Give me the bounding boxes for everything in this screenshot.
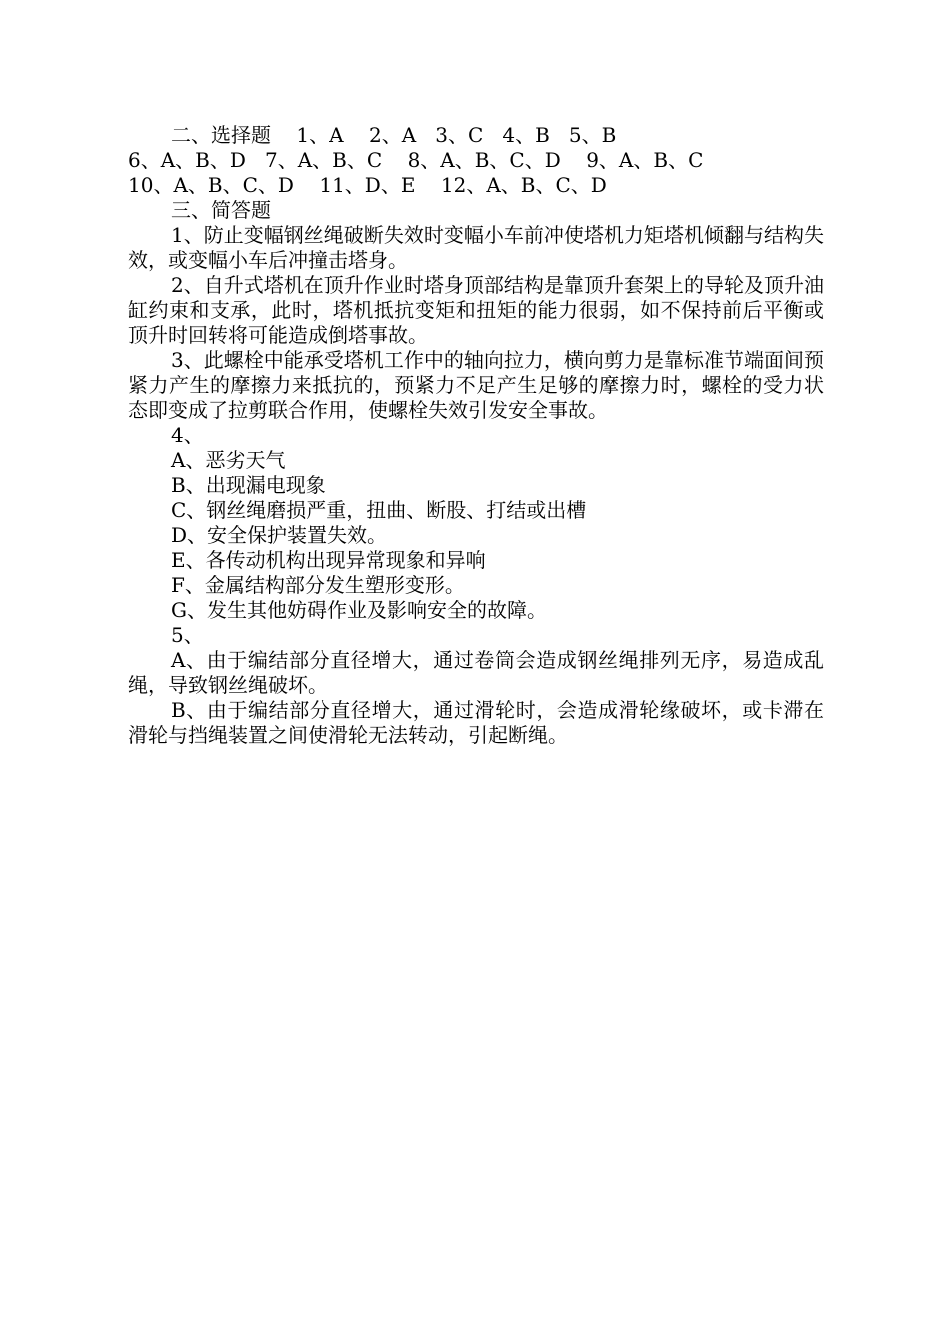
answer-paragraph: 3、此螺栓中能承受塔机工作中的轴向拉力，横向剪力是靠标准节端面间预紧力产生的摩擦力来抵抗的，预紧力不足产生足够的摩擦力时，螺栓的受力状态即变成了拉剪联合作用，使螺栓失效引发安全事故。 [128,348,824,422]
answer-paragraph: A、由于编结部分直径增大，通过卷筒会造成钢丝绳排列无序，易造成乱绳，导致钢丝绳破坏。 [128,648,824,697]
list-item: C、钢丝绳磨损严重，扭曲、断股、打结或出槽 [171,498,587,522]
choice-answers-line: 10、A、B、C、D 11、D、E 12、A、B、C、D [128,173,607,197]
choice-answers-line: 6、A、B、D 7、A、B、C 8、A、B、C、D 9、A、B、C [128,148,704,172]
list-item: D、安全保护装置失效。 [171,523,388,547]
answer-paragraph: B、由于编结部分直径增大，通过滑轮时，会造成滑轮缘破坏，或卡滞在滑轮与挡绳装置之间使滑轮无法转动，引起断绳。 [128,698,824,747]
list-item: A、恶劣天气 [171,448,286,472]
list-item: B、出现漏电现象 [171,473,326,497]
answer-paragraph: 2、自升式塔机在顶升作业时塔身顶部结构是靠顶升套架上的导轮及顶升油缸约束和支承，此时，塔机抵抗变矩和扭矩的能力很弱，如不保持前后平衡或顶升时回转将可能造成倒塔事故。 [128,273,824,347]
document-page [128,123,824,748]
section-heading-short-answers: 三、简答题 [171,198,271,222]
list-item: F、金属结构部分发生塑形变形。 [171,573,465,597]
answer-number: 4、 [171,423,204,447]
list-item: G、发生其他妨碍作业及影响安全的故障。 [171,598,547,622]
answer-paragraph: 1、防止变幅钢丝绳破断失效时变幅小车前冲使塔机力矩塔机倾翻与结构失效，或变幅小车后冲撞击塔身。 [128,223,824,272]
answer-number: 5、 [171,623,204,647]
list-item: E、各传动机构出现异常现象和异响 [171,548,486,572]
section-heading-choice-answers: 二、选择题 1、A 2、A 3、C 4、B 5、B [171,123,617,147]
